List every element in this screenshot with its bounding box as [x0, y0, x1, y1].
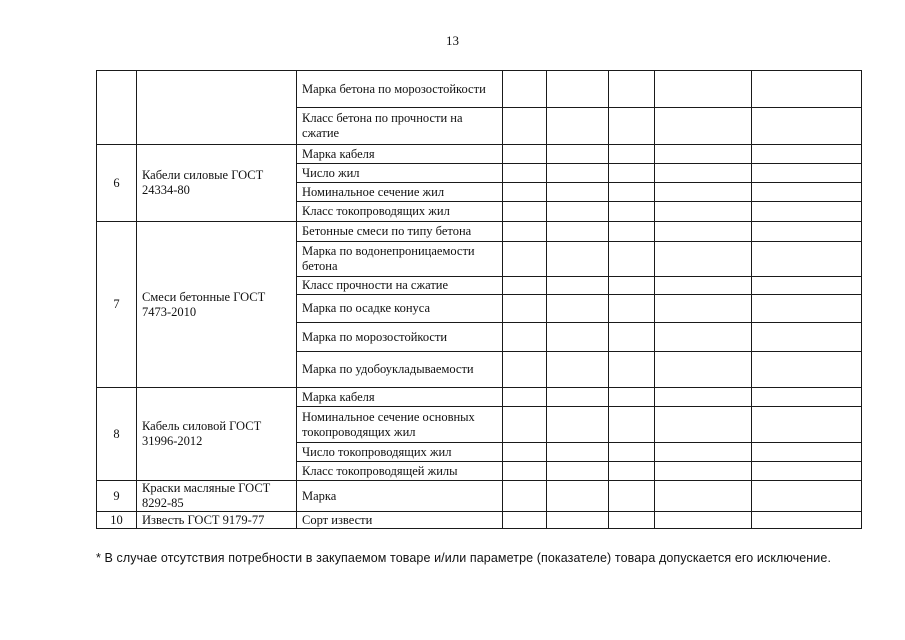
empty-value-cell: [503, 481, 547, 512]
empty-value-cell: [655, 323, 752, 352]
empty-value-cell: [547, 295, 609, 323]
parameter-name: Марка бетона по морозостойкости: [297, 71, 503, 108]
item-number: 6: [97, 145, 137, 222]
specification-table: [96, 70, 862, 529]
empty-value-cell: [655, 202, 752, 222]
empty-value-cell: [609, 222, 655, 242]
empty-value-cell: [752, 462, 862, 481]
empty-value-cell: [503, 462, 547, 481]
empty-value-cell: [503, 145, 547, 164]
empty-value-cell: [609, 183, 655, 202]
empty-value-cell: [655, 108, 752, 145]
parameter-name: Марка по морозостойкости: [297, 323, 503, 352]
empty-value-cell: [752, 164, 862, 183]
parameter-name: Марка по осадке конуса: [297, 295, 503, 323]
product-name: Кабель силовой ГОСТ 31996-2012: [137, 388, 297, 481]
empty-value-cell: [547, 481, 609, 512]
parameter-name: Класс бетона по прочности на сжатие: [297, 108, 503, 145]
empty-value-cell: [609, 352, 655, 388]
empty-value-cell: [609, 407, 655, 443]
empty-value-cell: [655, 407, 752, 443]
table-row: [97, 512, 862, 529]
empty-value-cell: [547, 512, 609, 529]
item-number: [97, 71, 137, 145]
empty-value-cell: [609, 388, 655, 407]
empty-value-cell: [752, 481, 862, 512]
parameter-name: Число жил: [297, 164, 503, 183]
empty-value-cell: [503, 407, 547, 443]
empty-value-cell: [503, 323, 547, 352]
empty-value-cell: [609, 481, 655, 512]
empty-value-cell: [752, 407, 862, 443]
parameter-name: Номинальное сечение жил: [297, 183, 503, 202]
parameter-name: Марка кабеля: [297, 388, 503, 407]
empty-value-cell: [609, 462, 655, 481]
empty-value-cell: [547, 443, 609, 462]
empty-value-cell: [655, 512, 752, 529]
empty-value-cell: [547, 242, 609, 277]
empty-value-cell: [655, 164, 752, 183]
table-row: [97, 222, 862, 242]
footnote: * В случае отсутствия потребности в закупаемом товаре и/или параметре (показателе) товара допускается его исключение.: [96, 551, 832, 565]
item-number: 7: [97, 222, 137, 388]
empty-value-cell: [547, 164, 609, 183]
empty-value-cell: [655, 145, 752, 164]
empty-value-cell: [503, 164, 547, 183]
product-name: [137, 71, 297, 145]
table-row: [97, 481, 862, 512]
empty-value-cell: [609, 108, 655, 145]
empty-value-cell: [752, 145, 862, 164]
empty-value-cell: [752, 108, 862, 145]
empty-value-cell: [547, 277, 609, 295]
empty-value-cell: [503, 277, 547, 295]
empty-value-cell: [609, 512, 655, 529]
item-number: 9: [97, 481, 137, 512]
empty-value-cell: [655, 71, 752, 108]
empty-value-cell: [609, 145, 655, 164]
parameter-name: Марка: [297, 481, 503, 512]
item-number: 10: [97, 512, 137, 529]
empty-value-cell: [609, 443, 655, 462]
empty-value-cell: [547, 388, 609, 407]
product-name: Краски масляные ГОСТ 8292-85: [137, 481, 297, 512]
item-number: 8: [97, 388, 137, 481]
empty-value-cell: [752, 277, 862, 295]
empty-value-cell: [655, 242, 752, 277]
empty-value-cell: [752, 323, 862, 352]
parameter-name: Марка по удобоукладываемости: [297, 352, 503, 388]
table-row: [97, 388, 862, 407]
empty-value-cell: [655, 443, 752, 462]
empty-value-cell: [655, 462, 752, 481]
parameter-name: Марка кабеля: [297, 145, 503, 164]
empty-value-cell: [752, 295, 862, 323]
empty-value-cell: [752, 183, 862, 202]
empty-value-cell: [752, 71, 862, 108]
parameter-name: Марка по водонепроницаемости бетона: [297, 242, 503, 277]
empty-value-cell: [655, 183, 752, 202]
empty-value-cell: [655, 352, 752, 388]
empty-value-cell: [655, 388, 752, 407]
parameter-name: Класс токопроводящих жил: [297, 202, 503, 222]
empty-value-cell: [547, 352, 609, 388]
empty-value-cell: [503, 388, 547, 407]
empty-value-cell: [752, 242, 862, 277]
empty-value-cell: [547, 462, 609, 481]
empty-value-cell: [547, 108, 609, 145]
empty-value-cell: [752, 443, 862, 462]
empty-value-cell: [609, 71, 655, 108]
empty-value-cell: [609, 242, 655, 277]
empty-value-cell: [547, 407, 609, 443]
empty-value-cell: [655, 295, 752, 323]
parameter-name: Класс токопроводящей жилы: [297, 462, 503, 481]
page-number: 13: [446, 33, 459, 48]
product-name: Известь ГОСТ 9179-77: [137, 512, 297, 529]
empty-value-cell: [503, 183, 547, 202]
empty-value-cell: [503, 202, 547, 222]
empty-value-cell: [503, 71, 547, 108]
parameter-name: Сорт извести: [297, 512, 503, 529]
empty-value-cell: [503, 242, 547, 277]
empty-value-cell: [752, 202, 862, 222]
empty-value-cell: [752, 352, 862, 388]
empty-value-cell: [609, 164, 655, 183]
empty-value-cell: [547, 323, 609, 352]
empty-value-cell: [609, 277, 655, 295]
empty-value-cell: [503, 295, 547, 323]
empty-value-cell: [503, 108, 547, 145]
parameter-name: Номинальное сечение основных токопроводящих жил: [297, 407, 503, 443]
empty-value-cell: [609, 295, 655, 323]
empty-value-cell: [547, 202, 609, 222]
table-row: [97, 71, 862, 108]
parameter-name: Класс прочности на сжатие: [297, 277, 503, 295]
parameter-name: Число токопроводящих жил: [297, 443, 503, 462]
empty-value-cell: [655, 222, 752, 242]
empty-value-cell: [655, 481, 752, 512]
product-name: Кабели силовые ГОСТ 24334-80: [137, 145, 297, 222]
product-name: Смеси бетонные ГОСТ 7473-2010: [137, 222, 297, 388]
empty-value-cell: [752, 512, 862, 529]
empty-value-cell: [547, 183, 609, 202]
empty-value-cell: [547, 145, 609, 164]
empty-value-cell: [752, 222, 862, 242]
empty-value-cell: [655, 277, 752, 295]
empty-value-cell: [503, 443, 547, 462]
parameter-name: Бетонные смеси по типу бетона: [297, 222, 503, 242]
empty-value-cell: [503, 512, 547, 529]
empty-value-cell: [503, 352, 547, 388]
empty-value-cell: [752, 388, 862, 407]
table-row: [97, 145, 862, 164]
empty-value-cell: [547, 71, 609, 108]
empty-value-cell: [609, 323, 655, 352]
empty-value-cell: [609, 202, 655, 222]
empty-value-cell: [547, 222, 609, 242]
empty-value-cell: [503, 222, 547, 242]
